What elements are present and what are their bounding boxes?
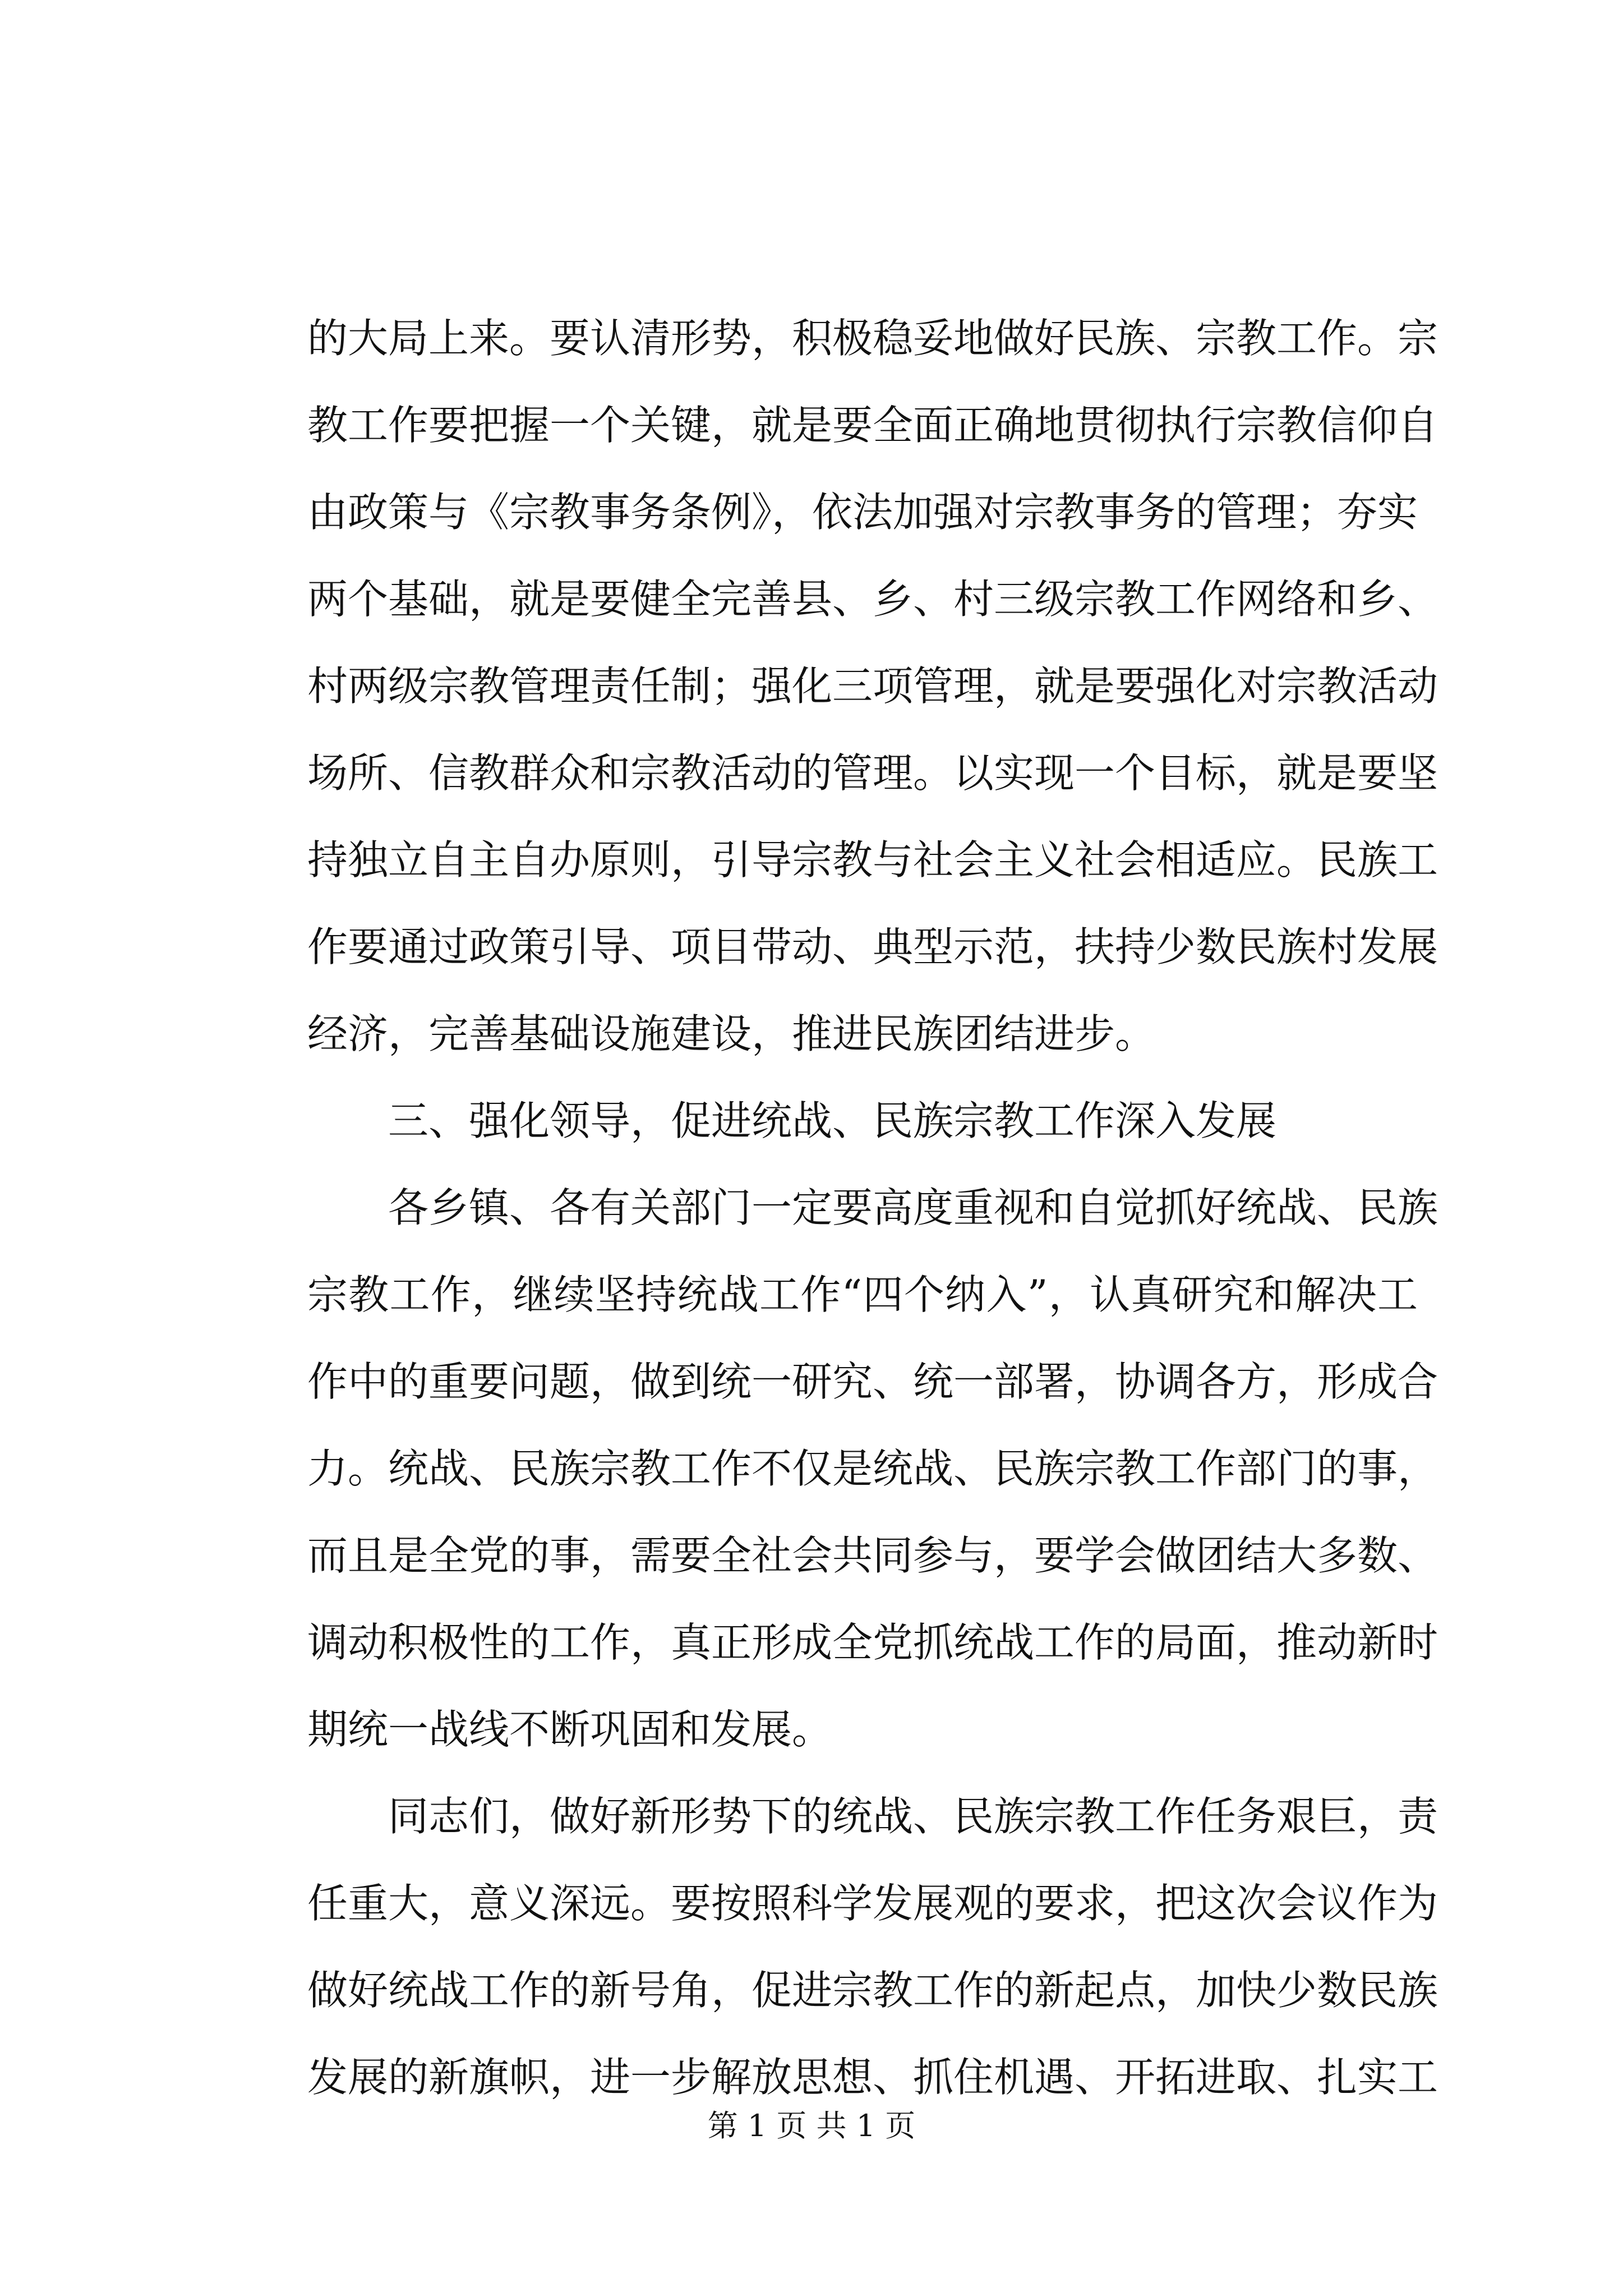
text-line: 场所、信教群众和宗教活动的管理。以实现一个目标，就是要坚 (307, 749, 1438, 797)
text-line: 而且是全党的事，需要全社会共同参与，要学会做团结大多数、 (307, 1532, 1438, 1579)
text-line: 持独立自主自办原则，引导宗教与社会主义社会相适应。民族工 (307, 836, 1438, 884)
text-line: 村两级宗教管理责任制；强化三项管理，就是要强化对宗教活动 (307, 662, 1438, 710)
page-number-footer: 第 1 页 共 1 页 (707, 2108, 916, 2143)
text-line: 调动积极性的工作，真正形成全党抓统战工作的局面，推动新时 (307, 1619, 1438, 1666)
text-line: 两个基础，就是要健全完善县、乡、村三级宗教工作网络和乡、 (307, 576, 1438, 623)
text-line: 力。统战、民族宗教工作不仅是统战、民族宗教工作部门的事， (307, 1445, 1438, 1492)
section-heading: 三、强化领导，促进统战、民族宗教工作深入发展 (388, 1097, 1277, 1144)
text-line: 做好统战工作的新号角，促进宗教工作的新起点，加快少数民族 (307, 1967, 1438, 2014)
text-line: 发展的新旗帜，进一步解放思想、抓住机遇、开拓进取、扎实工 (307, 2054, 1438, 2101)
text-line: 由政策与《宗教事务条例》，依法加强对宗教事务的管理；夯实 (307, 489, 1418, 536)
text-line: 各乡镇、各有关部门一定要高度重视和自觉抓好统战、民族 (388, 1184, 1438, 1231)
text-line: 作中的重要问题，做到统一研究、统一部署，协调各方，形成合 (307, 1358, 1438, 1405)
text-line: 期统一战线不断巩固和发展。 (307, 1706, 833, 1753)
text-line: 经济，完善基础设施建设，推进民族团结进步。 (307, 1010, 1156, 1057)
text-line: 的大局上来。要认清形势，积极稳妥地做好民族、宗教工作。宗 (307, 315, 1438, 362)
text-line: 教工作要把握一个关键，就是要全面正确地贯彻执行宗教信仰自 (307, 402, 1438, 449)
document-body (307, 295, 1438, 2121)
text-line: 任重大，意义深远。要按照科学发展观的要求，把这次会议作为 (307, 1880, 1438, 1927)
text-line: 作要通过政策引导、项目带动、典型示范，扶持少数民族村发展 (307, 923, 1438, 970)
text-line: 宗教工作，继续坚持统战工作“四个纳入”，认真研究和解决工 (307, 1271, 1418, 1318)
text-line: 同志们，做好新形势下的统战、民族宗教工作任务艰巨，责 (388, 1793, 1438, 1840)
